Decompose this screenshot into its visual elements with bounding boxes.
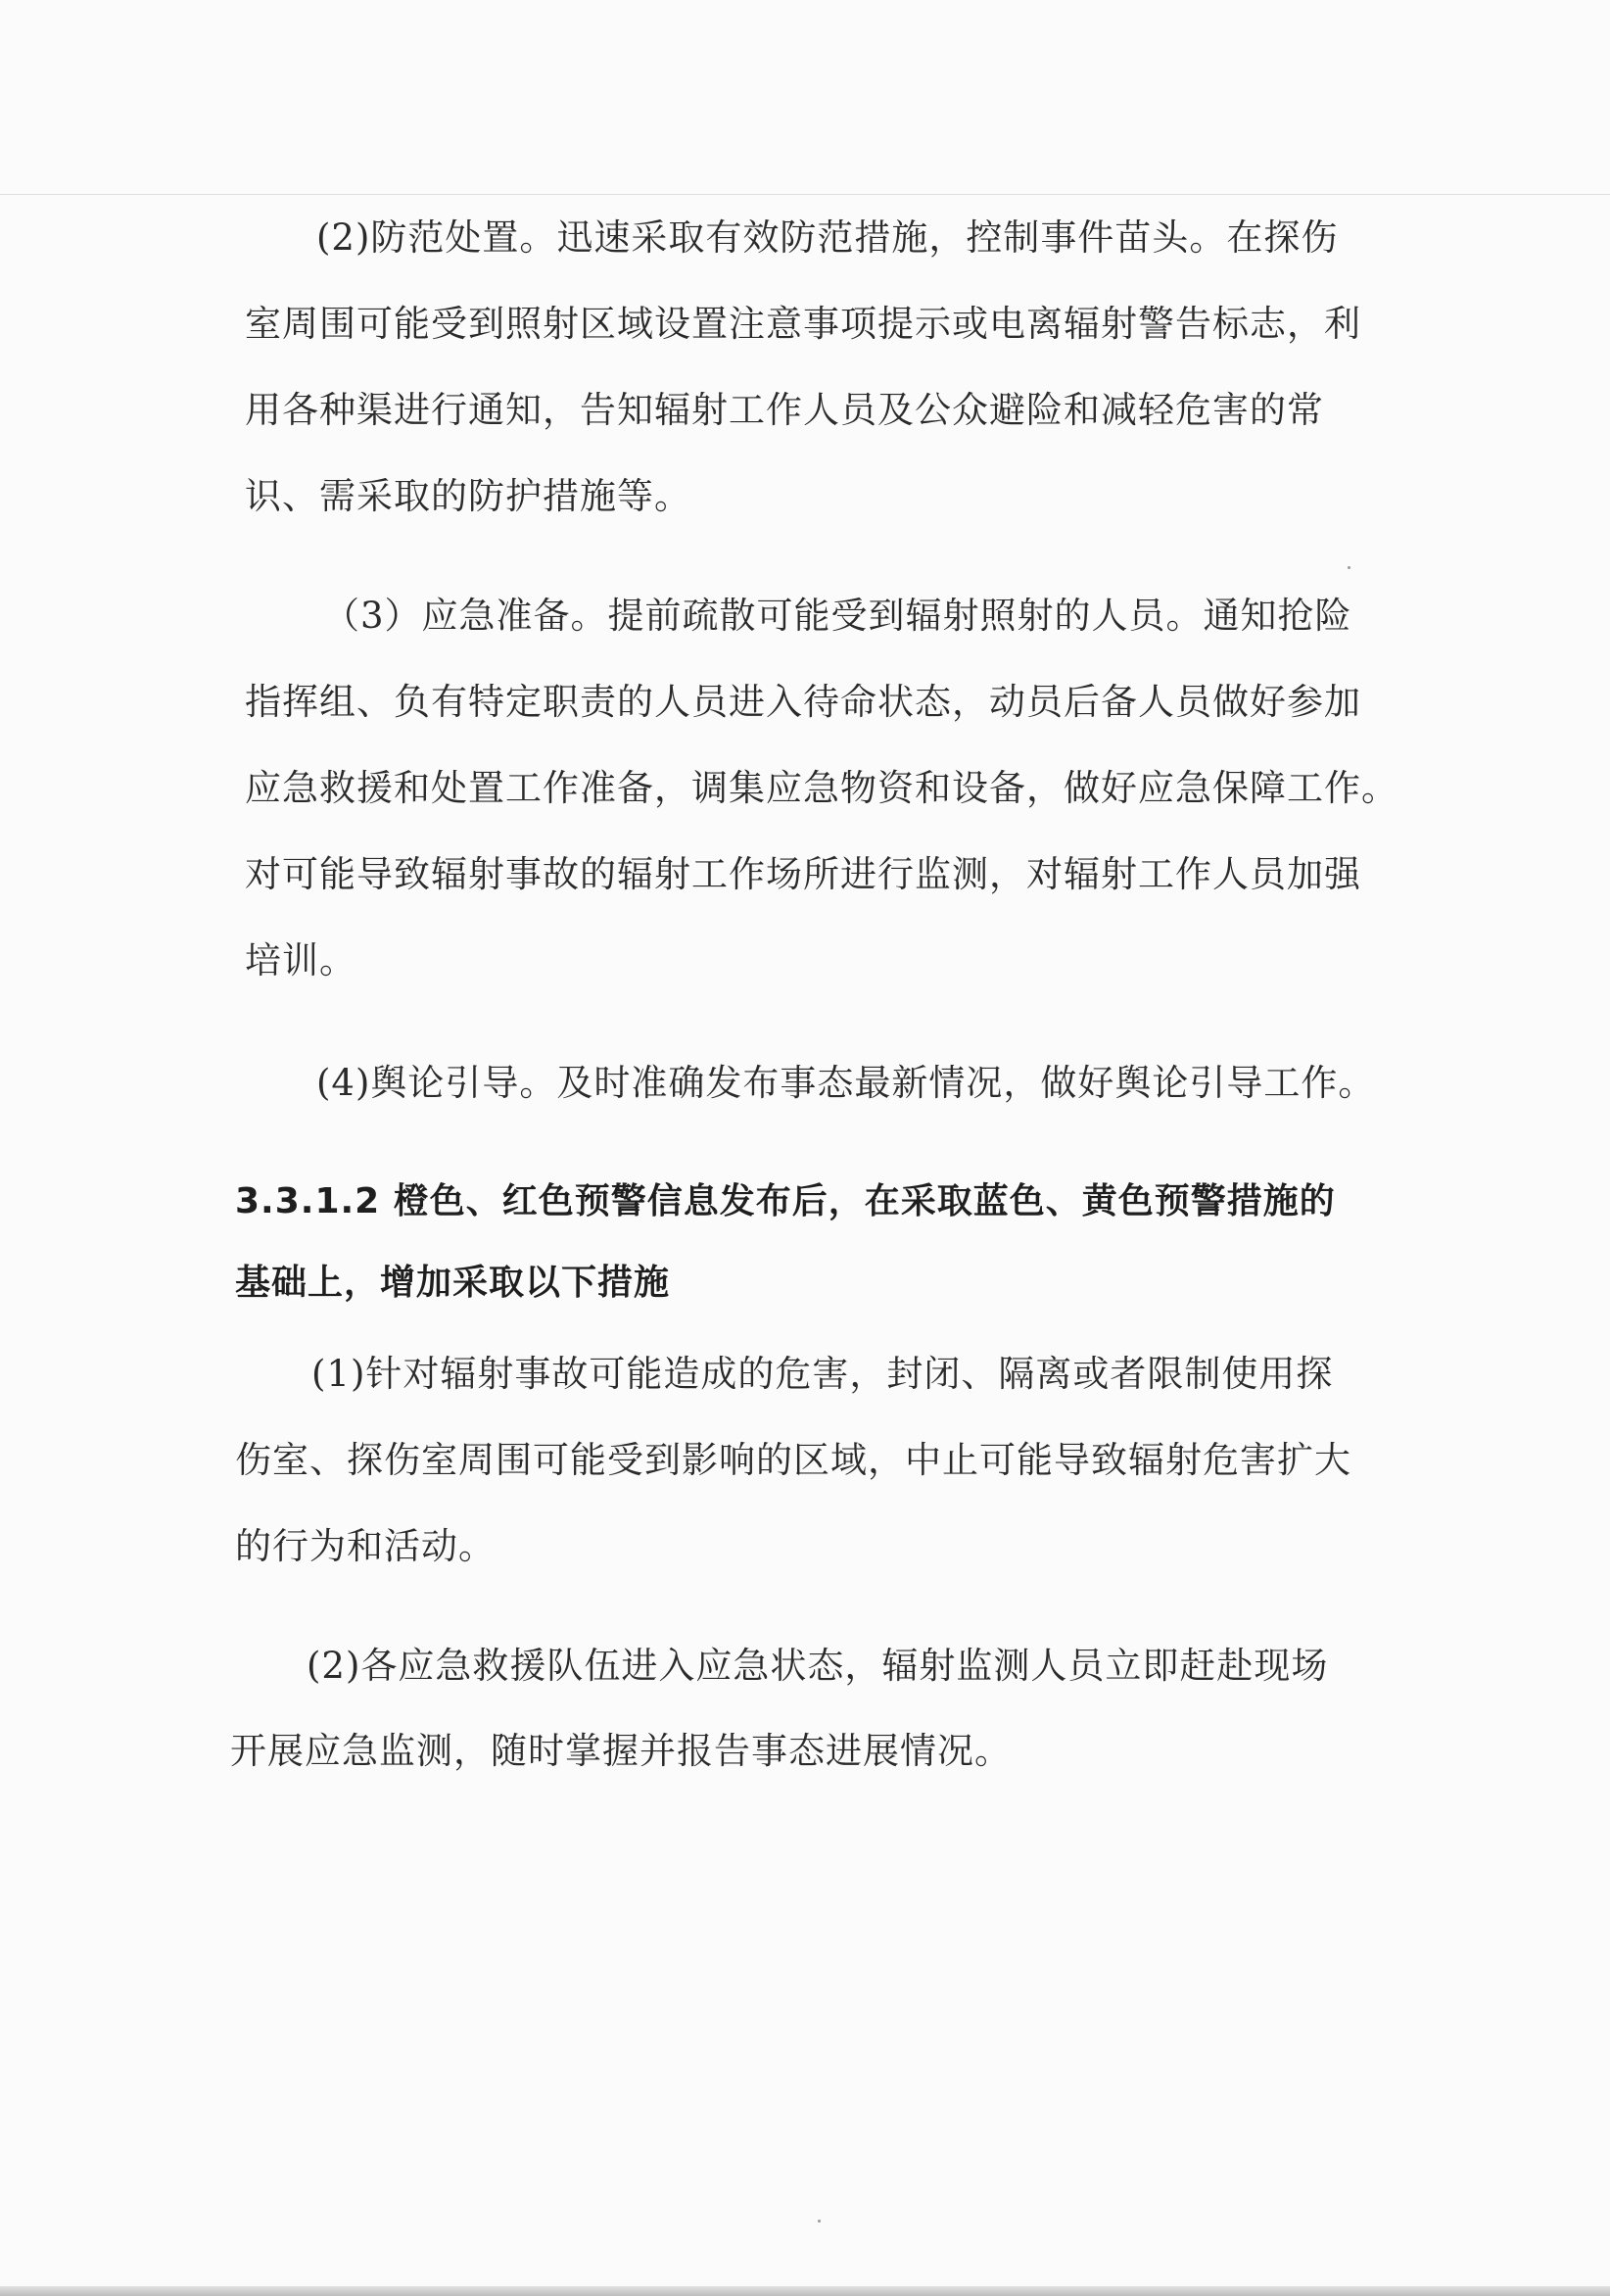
scan-edge-line	[0, 194, 1610, 195]
para-2-line-4: 识、需采取的防护措施等。	[245, 475, 691, 517]
para-6-line-2: 伤室、探伤室周围可能受到影响的区域，中止可能导致辐射危害扩大	[235, 1439, 1351, 1481]
scan-speck	[818, 2220, 821, 2223]
para-6-line-3: 的行为和活动。	[235, 1525, 496, 1567]
para-3-line-4: 对可能导致辐射事故的辐射工作场所进行监测，对辐射工作人员加强	[245, 853, 1361, 895]
scan-bottom-edge	[0, 2286, 1610, 2296]
section-heading-line-1: 3.3.1.2 橙色、红色预警信息发布后，在采取蓝色、黄色预警措施的	[235, 1181, 1336, 1221]
scan-speck	[1348, 566, 1350, 569]
para-3-line-3: 应急救援和处置工作准备，调集应急物资和设备，做好应急保障工作。	[245, 767, 1398, 809]
para-2-line-1: (2)防范处置。迅速采取有效防范措施，控制事件苗头。在探伤	[316, 216, 1339, 259]
para-7-line-1: (2)各应急救援队伍进入应急状态，辐射监测人员立即赶赴现场	[307, 1645, 1329, 1687]
para-3-line-1: （3）应急准备。提前疏散可能受到辐射照射的人员。通知抢险	[323, 595, 1352, 637]
para-2-line-2: 室周围可能受到照射区域设置注意事项提示或电离辐射警告标志，利	[245, 303, 1361, 345]
para-2-line-3: 用各种渠进行通知，告知辐射工作人员及公众避险和减轻危害的常	[245, 389, 1324, 431]
para-3-line-5: 培训。	[245, 939, 356, 981]
para-3-line-2: 指挥组、负有特定职责的人员进入待命状态，动员后备人员做好参加	[245, 681, 1361, 723]
para-4-line-1: (4)舆论引导。及时准确发布事态最新情况，做好舆论引导工作。	[316, 1062, 1376, 1104]
para-7-line-2: 开展应急监测，随时掌握并报告事态进展情况。	[230, 1730, 1012, 1772]
para-6-line-1: (1)针对辐射事故可能造成的危害，封闭、隔离或者限制使用探	[311, 1353, 1334, 1395]
section-heading-line-2: 基础上，增加采取以下措施	[235, 1263, 671, 1303]
